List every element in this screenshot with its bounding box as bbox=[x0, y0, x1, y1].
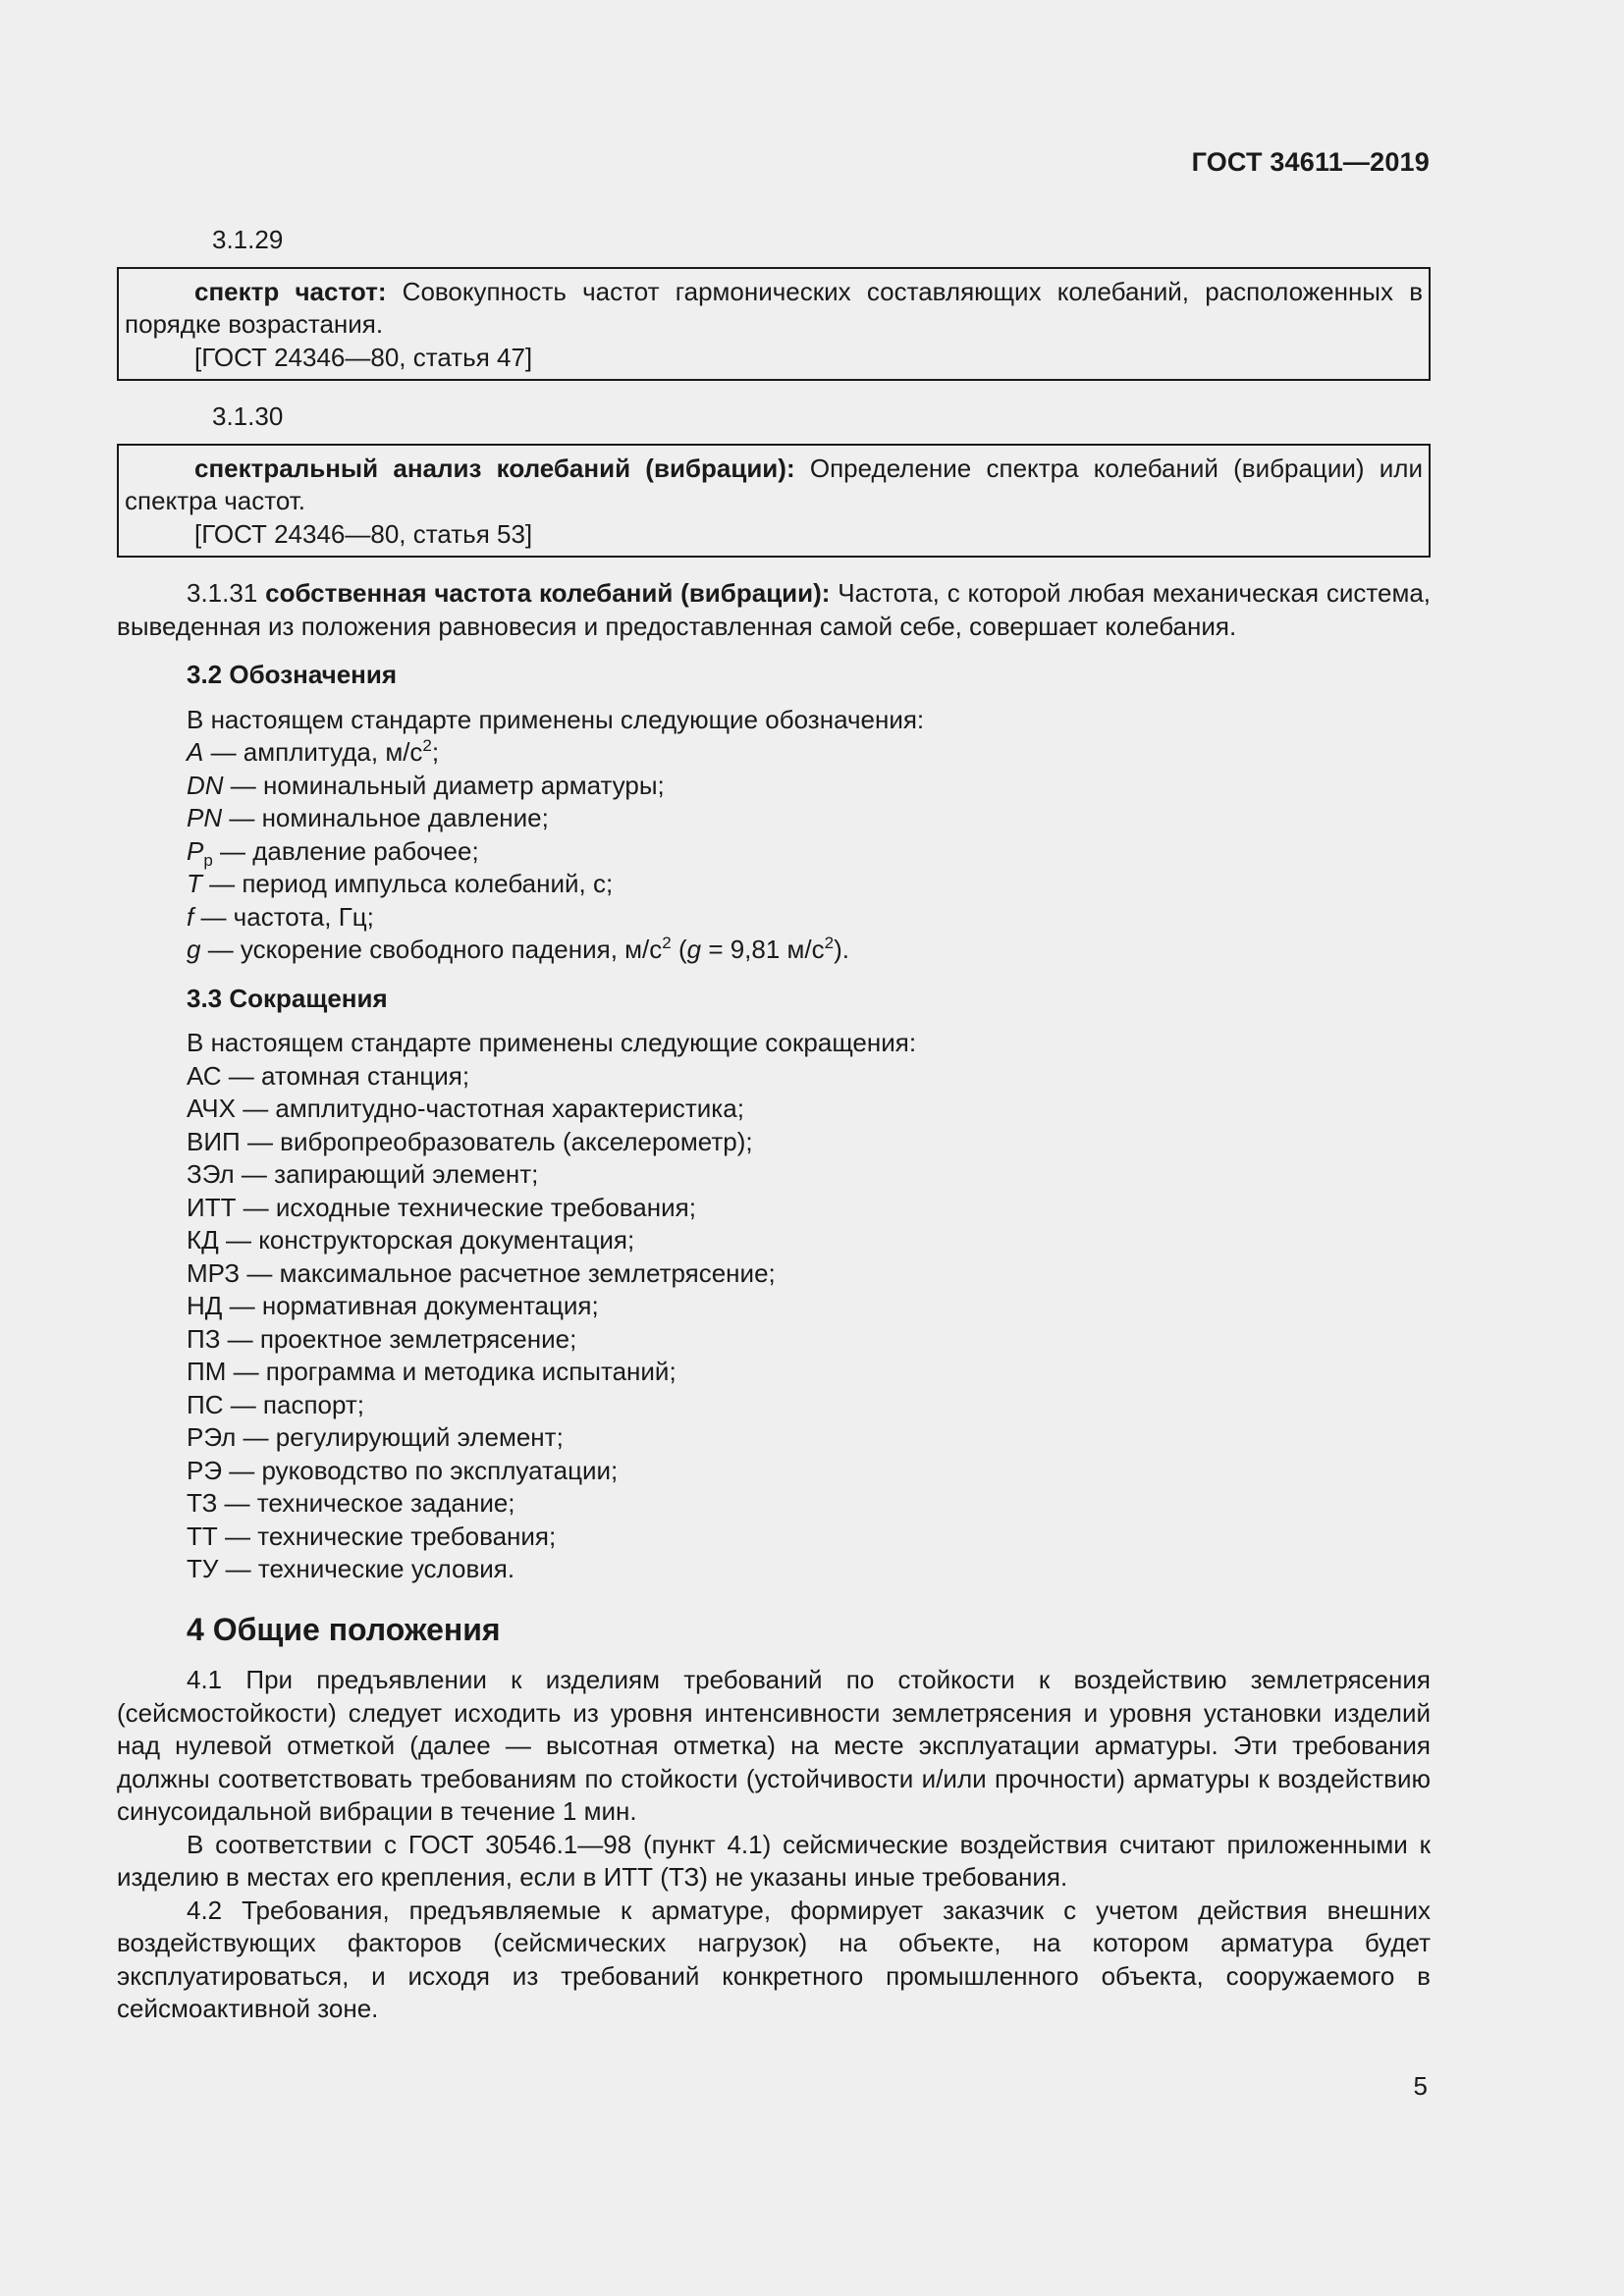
symbol: P bbox=[187, 835, 204, 866]
symbol: DN bbox=[187, 770, 224, 800]
list-intro: В настоящем стандарте применены следующие обозначения: bbox=[187, 704, 925, 734]
list-item: АС — атомная станция; bbox=[187, 1060, 470, 1091]
definition-paragraph bbox=[117, 577, 1431, 643]
list-item: ПМ — программа и методика испытаний; bbox=[187, 1357, 677, 1386]
definition-text bbox=[125, 276, 1423, 342]
exponent: 2 bbox=[824, 934, 835, 952]
list-item bbox=[187, 770, 1431, 803]
document-body bbox=[117, 220, 1431, 2026]
page-number: 5 bbox=[1413, 2071, 1428, 2101]
list-item: РЭл — регулирующий элемент; bbox=[187, 1422, 564, 1452]
list-item bbox=[187, 901, 1431, 934]
definition-term: спектральный анализ колебаний (вибрации): bbox=[194, 453, 795, 483]
def-number-inline: 3.1.31 bbox=[187, 578, 266, 608]
symbol: g bbox=[187, 934, 201, 964]
list-item: НД — нормативная документация; bbox=[187, 1291, 599, 1320]
abbreviations-list bbox=[117, 1027, 1431, 1586]
symbols-list bbox=[117, 704, 1431, 967]
list-item: ТУ — технические условия. bbox=[187, 1554, 515, 1583]
symbol: A bbox=[187, 737, 204, 767]
list-item bbox=[187, 934, 1431, 967]
list-item: ТЗ — техническое задание; bbox=[187, 1488, 515, 1518]
list-item: МРЗ — максимальное расчетное землетрясение; bbox=[187, 1257, 776, 1288]
symbol-value: = 9,81 м/с bbox=[701, 934, 825, 964]
paragraph: 4.1 При предъявлении к изделиям требований по стойкости к воздействию землетрясения (сейсмостойкости) следует исходить из уровня интенсивности землетрясения и уровня установки изделий над нулевой отметкой (далее — высотная отметка) на месте эксплуатации арматуры. Эти требования должны соответствовать требованиям по стойкости (устойчивости и/или прочности) арматуры к воздействию синусоидальной вибрации в течение 1 мин. bbox=[117, 1665, 1431, 1826]
definition-text bbox=[125, 453, 1423, 518]
list-intro: В настоящем стандарте применены следующие сокращения: bbox=[187, 1028, 917, 1057]
exponent: 2 bbox=[422, 736, 432, 755]
document-header: ГОСТ 34611—2019 bbox=[1191, 147, 1430, 177]
list-item: КД — конструкторская документация; bbox=[187, 1225, 635, 1255]
symbol-desc: — номинальный диаметр арматуры; bbox=[223, 770, 665, 800]
definition-body: Определение спектра колебаний (вибрации) или спектра частот. bbox=[125, 453, 1423, 515]
symbol: PN bbox=[187, 803, 223, 832]
list-item: ПС — паспорт; bbox=[187, 1389, 365, 1419]
definition-box bbox=[117, 267, 1431, 382]
symbol-desc: — период импульса колебаний, с; bbox=[201, 869, 614, 898]
definition-term: спектр частот: bbox=[194, 276, 387, 306]
symbol-desc: — номинальное давление; bbox=[222, 803, 549, 832]
section-heading: 3.3 Сокращения bbox=[187, 983, 388, 1013]
def-number: 3.1.29 bbox=[212, 225, 284, 254]
list-item: ВИП — вибропреобразователь (акселерометр); bbox=[187, 1126, 753, 1156]
symbol-desc: — амплитуда, м/с bbox=[203, 737, 423, 767]
symbol: f bbox=[187, 901, 194, 932]
definition-term: собственная частота колебаний (вибрации): bbox=[265, 578, 831, 608]
paragraph: 4.2 Требования, предъявляемые к арматуре, формирует заказчик с учетом действия внешних воздействующих факторов (сейсмических нагрузок) на объекте, на котором арматура будет эксплуатироваться, и исходя из требований конкретного промышленного объекта, сооружаемого в сейсмоактивной зоне. bbox=[117, 1895, 1431, 2023]
list-item: ИТТ — исходные технические требования; bbox=[187, 1192, 696, 1222]
definition-box bbox=[117, 444, 1431, 559]
exponent: 2 bbox=[662, 934, 672, 952]
chapter-heading: 4 Общие положения bbox=[187, 1611, 501, 1647]
symbol-desc: — частота, Гц; bbox=[193, 901, 374, 932]
symbol-desc: — давление рабочее; bbox=[212, 835, 479, 866]
list-item bbox=[187, 868, 1431, 901]
subscript: р bbox=[203, 850, 213, 870]
definition-body: Частота, с которой любая механическая система, выведенная из положения равновесия и предоставленная самой себе, совершает колебания. bbox=[117, 578, 1432, 641]
definition-source: [ГОСТ 24346—80, статья 53] bbox=[194, 518, 533, 549]
paragraph: В соответствии с ГОСТ 30546.1—98 (пункт 4.1) сейсмические воздействия считают приложенными к изделию в местах его крепления, если в ИТТ (ТЗ) не указаны иные требования. bbox=[117, 1829, 1431, 1892]
symbol-desc: — ускорение свободного падения, м/с bbox=[200, 934, 663, 964]
list-item: ПЗ — проектное землетрясение; bbox=[187, 1323, 577, 1354]
punct: ; bbox=[431, 737, 440, 767]
def-number: 3.1.30 bbox=[212, 401, 284, 431]
punct: ). bbox=[834, 934, 850, 964]
definition-body: Совокупность частот гармонических составляющих колебаний, расположенных в порядке возрастания. bbox=[125, 276, 1423, 339]
list-item bbox=[187, 736, 1431, 770]
section-heading: 3.2 Обозначения bbox=[187, 660, 398, 689]
list-item: АЧХ — амплитудно-частотная характеристика; bbox=[187, 1094, 744, 1123]
symbol: T bbox=[187, 869, 202, 898]
symbol: g bbox=[686, 934, 702, 964]
list-item bbox=[187, 802, 1431, 835]
list-item: РЭ — руководство по эксплуатации; bbox=[187, 1455, 619, 1485]
list-item bbox=[187, 835, 1431, 869]
list-item: ЗЭл — запирающий элемент; bbox=[187, 1159, 539, 1189]
punct: ( bbox=[671, 934, 687, 964]
list-item: ТТ — технические требования; bbox=[187, 1521, 557, 1551]
definition-source: [ГОСТ 24346—80, статья 47] bbox=[194, 342, 533, 372]
